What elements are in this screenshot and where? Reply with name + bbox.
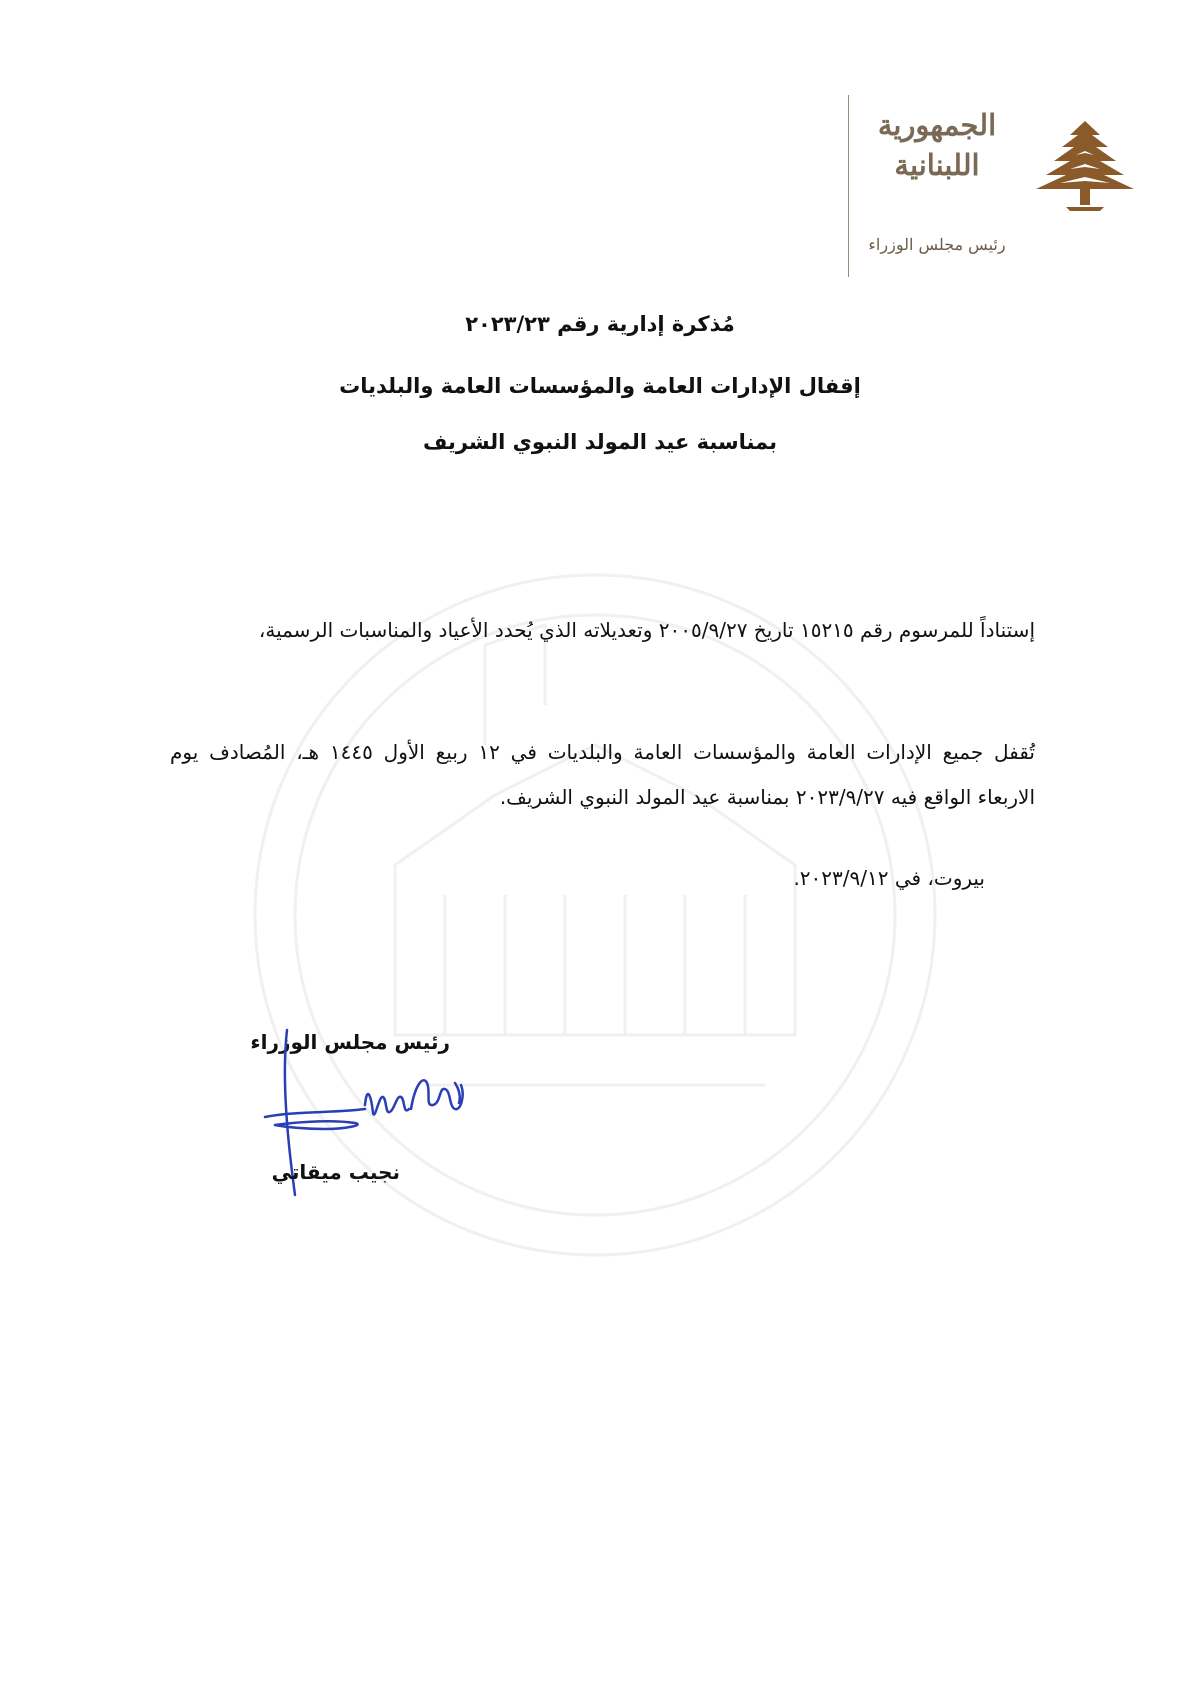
- paragraph-closure-order: تُقفل جميع الإدارات العامة والمؤسسات العامة والبلديات في ١٢ ربيع الأول ١٤٤٥ هـ، المُصادف يوم الاربعاء الواقع فيه ٢٠٢٣/٩/٢٧ بمناسبة عيد المولد النبوي الشريف.: [170, 740, 1035, 809]
- letterhead-title: [852, 105, 1022, 185]
- paragraph-legal-basis: إستناداً للمرسوم رقم ١٥٢١٥ تاريخ ٢٠٠٥/٩/٢٧ وتعديلاته الذي يُحدد الأعياد والمناسبات الرسمية،: [258, 618, 1035, 642]
- letterhead-divider: [848, 95, 849, 277]
- memo-title: مُذكرة إدارية رقم ٢٠٢٣/٢٣: [465, 312, 735, 336]
- letterhead-title-line2: اللبنانية: [894, 148, 980, 182]
- paragraph-place-date: بيروت، في ٢٠٢٣/٩/١٢.: [793, 866, 985, 890]
- signatory-title: رئيس مجلس الوزراء: [250, 1030, 450, 1054]
- letterhead: [840, 95, 1140, 280]
- letterhead-title-line1: الجمهورية: [877, 108, 997, 142]
- cedar-tree-icon: [1030, 117, 1140, 212]
- subject-line-1: إقفال الإدارات العامة والمؤسسات العامة والبلديات: [339, 374, 861, 398]
- subject-line-2: بمناسبة عيد المولد النبوي الشريف: [422, 430, 778, 454]
- signatory-name: نجيب ميقاتي: [271, 1160, 400, 1184]
- letterhead-subtitle: رئيس مجلس الوزراء: [868, 235, 1006, 254]
